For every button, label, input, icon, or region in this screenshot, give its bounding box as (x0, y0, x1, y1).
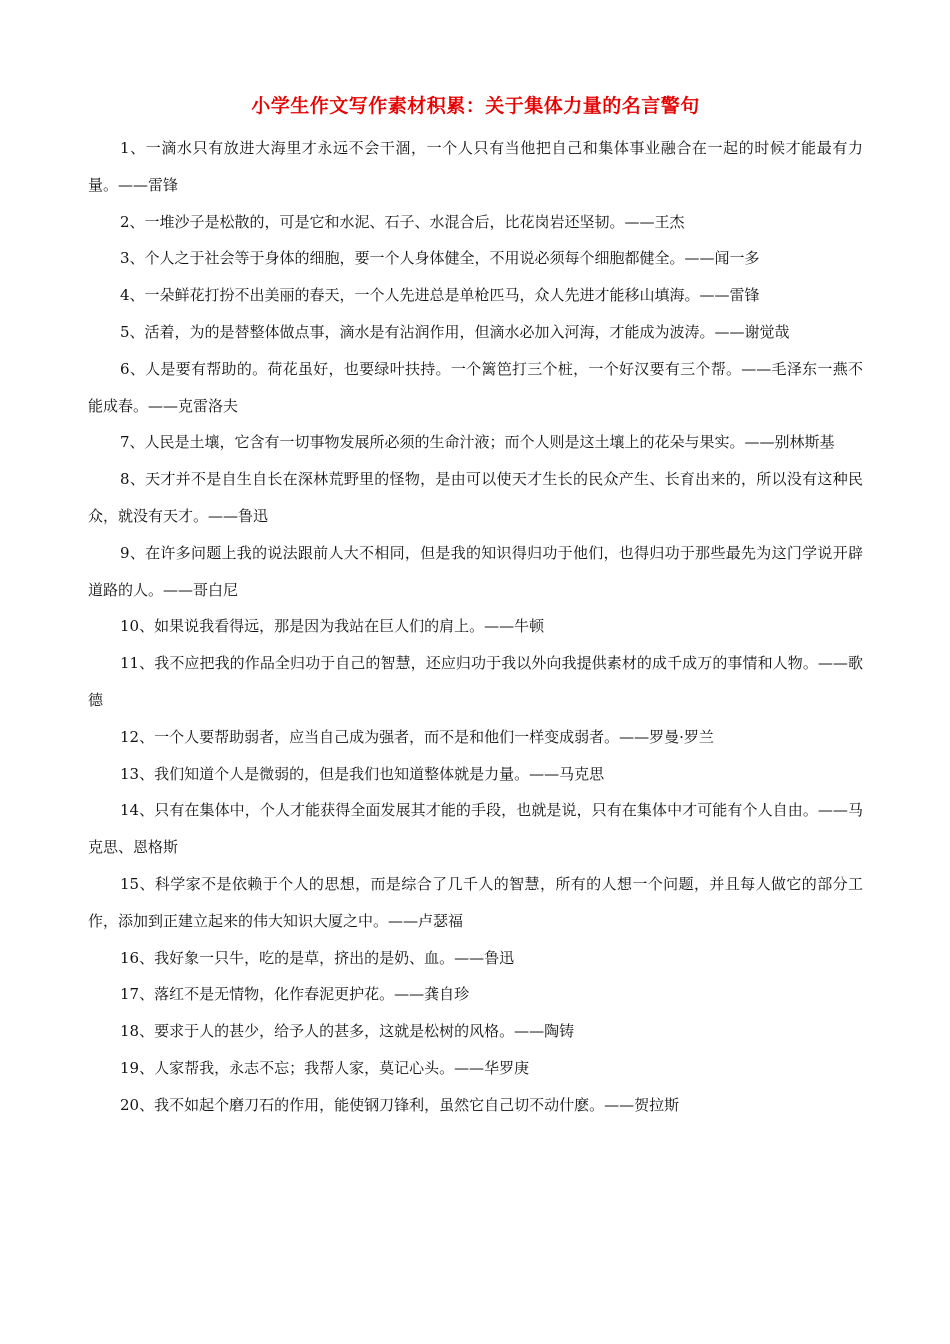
quote-item-6: 6、人是要有帮助的。荷花虽好，也要绿叶扶持。一个篱笆打三个桩，一个好汉要有三个帮。——毛泽东一燕不能成春。——克雷洛夫 (88, 359, 863, 415)
quote-list (88, 130, 863, 1124)
quote-item-14: 14、只有在集体中，个人才能获得全面发展其才能的手段，也就是说，只有在集体中才可能有个人自由。——马克思、恩格斯 (88, 801, 863, 857)
document-page (88, 90, 863, 1124)
quote-item-7: 7、人民是土壤，它含有一切事物发展所必须的生命汁液；而个人则是这土壤上的花朵与果实。——别林斯基 (120, 433, 835, 452)
quote-item-19: 19、人家帮我，永志不忘；我帮人家，莫记心头。——华罗庚 (120, 1058, 530, 1077)
quote-item-18: 18、要求于人的甚少，给予人的甚多，这就是松树的风格。——陶铸 (120, 1022, 575, 1041)
quote-item-10: 10、如果说我看得远，那是因为我站在巨人们的肩上。——牛顿 (120, 617, 545, 636)
quote-item-15: 15、科学家不是依赖于个人的思想，而是综合了几千人的智慧，所有的人想一个问题，并且每人做它的部分工作，添加到正建立起来的伟大知识大厦之中。——卢瑟福 (88, 874, 863, 930)
quote-item-9: 9、在许多问题上我的说法跟前人大不相同，但是我的知识得归功于他们，也得归功于那些最先为这门学说开辟道路的人。——哥白尼 (88, 543, 863, 599)
quote-item-1: 1、一滴水只有放进大海里才永远不会干涸，一个人只有当他把自己和集体事业融合在一起的时候才能最有力量。——雷锋 (88, 139, 863, 194)
quote-item-11: 11、我不应把我的作品全归功于自己的智慧，还应归功于我以外向我提供素材的成千成万的事情和人物。——歌德 (88, 654, 863, 709)
quote-item-8: 8、天才并不是自生自长在深林荒野里的怪物，是由可以使天才生长的民众产生、长育出来的，所以没有这种民众，就没有天才。——鲁迅 (88, 470, 863, 525)
quote-item-3: 3、个人之于社会等于身体的细胞，要一个人身体健全，不用说必须每个细胞都健全。——闻一多 (120, 249, 760, 268)
quote-item-5: 5、活着，为的是替整体做点事，滴水是有沾润作用，但滴水必加入河海，才能成为波涛。——谢觉哉 (120, 322, 790, 341)
quote-item-2: 2、一堆沙子是松散的，可是它和水泥、石子、水混合后，比花岗岩还坚韧。——王杰 (120, 212, 685, 231)
quote-item-20: 20、我不如起个磨刀石的作用，能使钢刀锋利，虽然它自己切不动什麽。——贺拉斯 (120, 1095, 680, 1114)
quote-item-13: 13、我们知道个人是微弱的，但是我们也知道整体就是力量。——马克思 (120, 764, 605, 783)
quote-item-4: 4、一朵鲜花打扮不出美丽的春天，一个人先进总是单枪匹马，众人先进才能移山填海。——雷锋 (120, 286, 760, 305)
quote-item-12: 12、一个人要帮助弱者，应当自己成为强者，而不是和他们一样变成弱者。——罗曼·罗兰 (120, 727, 714, 746)
quote-item-16: 16、我好象一只牛，吃的是草，挤出的是奶、血。——鲁迅 (120, 948, 515, 967)
document-title: 小学生作文写作素材积累：关于集体力量的名言警句 (251, 95, 700, 117)
quote-item-17: 17、落红不是无情物，化作春泥更护花。——龚自珍 (120, 985, 470, 1004)
